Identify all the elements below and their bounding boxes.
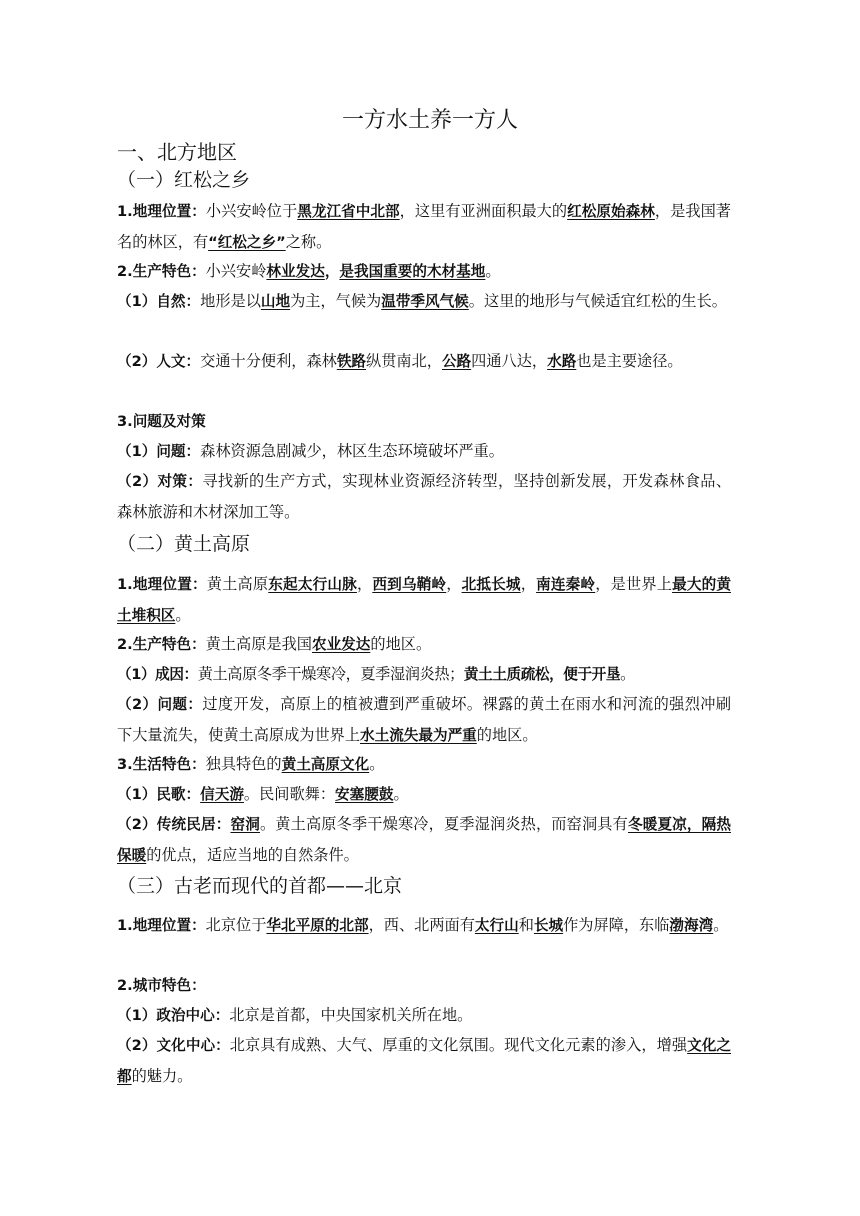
text: 。 xyxy=(369,755,385,773)
text: 为主，气候为 xyxy=(290,292,382,310)
paragraph-location-2 xyxy=(117,569,731,631)
key-term: 黄土土质疏松，便于开垦 xyxy=(463,666,621,683)
text: 也是主要途径。 xyxy=(576,352,683,370)
label: （1）问题： xyxy=(117,443,201,460)
key-term: 最大的黄土堆积区 xyxy=(117,576,731,624)
text: 的优点，适应当地的自然条件。 xyxy=(146,846,359,864)
paragraph-problem xyxy=(117,436,731,467)
key-term: 山地 xyxy=(260,293,291,310)
label: （2）文化中心： xyxy=(117,1037,230,1054)
label: （1）成因： xyxy=(117,666,198,683)
text: 。黄土高原冬季干燥寒冷，夏季湿润炎热，而窑洞具有 xyxy=(259,815,628,833)
key-term: 长城 xyxy=(533,917,564,934)
text: 森林资源急剧减少，林区生态环境破坏严重。 xyxy=(200,442,504,460)
text: 。民间歌舞： xyxy=(243,785,336,803)
text: 小兴安岭位于 xyxy=(205,202,298,220)
key-term: 太行山 xyxy=(474,917,519,934)
text: 。 xyxy=(620,665,635,683)
paragraph-countermeasure xyxy=(117,466,731,527)
text: 。 xyxy=(175,606,191,624)
label: （2）问题： xyxy=(117,696,203,713)
text: 之称。 xyxy=(285,233,332,251)
paragraph-folk-song xyxy=(117,779,731,810)
paragraph-nature-1 xyxy=(117,286,731,317)
key-term: 华北平原的北部 xyxy=(266,917,369,934)
label: 1.地理位置： xyxy=(117,917,206,934)
key-term: 信天游 xyxy=(200,786,244,803)
paragraph-cause xyxy=(117,659,731,690)
paragraph-location-1 xyxy=(117,196,731,258)
text: ，西、北两面有 xyxy=(368,916,475,934)
section-heading-beijing: （三）古老而现代的首都——北京 xyxy=(117,875,403,897)
paragraph-cultural-center xyxy=(117,1030,731,1092)
key-term: 林业发达 xyxy=(266,263,325,280)
key-term: 北抵长城 xyxy=(461,576,521,593)
text: 北京位于 xyxy=(205,916,267,934)
text: ，是世界上 xyxy=(595,575,673,593)
text: 作为屏障，东临 xyxy=(563,916,670,934)
text: 地形是以 xyxy=(200,292,261,310)
text: 。这里的地形与气候适宜红松的生长。 xyxy=(468,292,727,310)
key-term: 公路 xyxy=(441,353,472,370)
paragraph-problem-2 xyxy=(117,689,731,751)
text: ，这里有亚洲面积最大的 xyxy=(399,202,568,220)
document-title: 一方水土养一方人 xyxy=(341,108,518,133)
paragraph-problems-heading xyxy=(117,406,731,437)
paragraph-city-features xyxy=(117,970,731,1001)
key-term: 黄土高原文化 xyxy=(281,756,370,773)
text: 黄土高原 xyxy=(206,575,269,593)
text: 的魅力。 xyxy=(131,1067,193,1085)
key-term: 黑龙江省中北部 xyxy=(297,203,400,220)
label: 2.生产特色： xyxy=(117,636,206,653)
label: （1）政治中心： xyxy=(117,1007,230,1024)
key-term: “红松之乡” xyxy=(208,234,286,251)
label: （1）自然： xyxy=(117,293,201,310)
text: ， xyxy=(520,575,537,593)
text: 交通十分便利，森林 xyxy=(200,352,337,370)
text: 北京具有成熟、大气、厚重的文化氛围。现代文化元素的渗入，增强 xyxy=(229,1036,688,1054)
key-term: 安塞腰鼓 xyxy=(335,786,394,803)
key-term: 铁路 xyxy=(336,353,367,370)
text: 。 xyxy=(485,262,501,280)
key-term: 温带季风气候 xyxy=(381,293,469,310)
label: 2.城市特色： xyxy=(117,977,206,994)
paragraph-dwelling xyxy=(117,809,731,871)
label: 1.地理位置： xyxy=(117,203,206,220)
label: （2）对策： xyxy=(117,473,203,490)
text: 的地区。 xyxy=(476,726,538,744)
text: 独具特色的 xyxy=(205,755,282,773)
label: 1.地理位置： xyxy=(117,576,207,593)
key-term: 西到乌鞘岭 xyxy=(372,576,447,593)
text: 黄土高原冬季干燥寒冷，夏季湿润炎热； xyxy=(197,665,464,683)
label: 2.生产特色： xyxy=(117,263,206,280)
text: 。 xyxy=(393,785,409,803)
key-term: 文化之都 xyxy=(117,1037,731,1085)
text: ， xyxy=(324,263,340,280)
paragraph-production-2 xyxy=(117,629,731,660)
text: ， xyxy=(356,575,373,593)
text: 纵贯南北， xyxy=(366,352,442,370)
label: 3.问题及对策 xyxy=(117,413,206,430)
text: ，是我国著名的林区，有 xyxy=(117,202,731,251)
key-term: 窑洞 xyxy=(230,816,260,833)
paragraph-political-center xyxy=(117,1000,731,1031)
key-term: 东起太行山脉 xyxy=(268,576,357,593)
paragraph-life xyxy=(117,749,731,780)
text: 黄土高原是我国 xyxy=(205,635,312,653)
paragraph-location-3 xyxy=(117,910,731,941)
section-heading-red-pine: （一）红松之乡 xyxy=(117,169,251,191)
part-heading-north: 一、北方地区 xyxy=(117,140,237,164)
label: （2）传统民居： xyxy=(117,816,231,833)
label: （2）人文： xyxy=(117,353,201,370)
text: ， xyxy=(446,575,462,593)
text: 的地区。 xyxy=(370,635,432,653)
key-term: 水土流失最为严重 xyxy=(360,727,477,744)
paragraph-production-1 xyxy=(117,256,731,287)
section-heading-loess-plateau: （二）黄土高原 xyxy=(117,533,251,555)
paragraph-humanity-1 xyxy=(117,346,731,377)
key-term: 渤海湾 xyxy=(669,917,714,934)
key-term: 是我国重要的木材基地 xyxy=(339,263,486,280)
text: 小兴安岭 xyxy=(205,262,267,280)
text: 。 xyxy=(713,916,729,934)
text: 四通八达， xyxy=(471,352,548,370)
key-term: 南连秦岭 xyxy=(536,576,596,593)
key-term: 水路 xyxy=(547,353,577,370)
text: 和 xyxy=(518,916,534,934)
text: 寻找新的生产方式，实现林业资源经济转型，坚持创新发展，开发森林食品、森林旅游和木材深加工等。 xyxy=(117,472,732,521)
label: （1）民歌： xyxy=(117,786,201,803)
text: 过度开发，高原上的植被遭到严重破坏。裸露的黄土在雨水和河流的强烈冲刷下大量流失，使黄土高原成为世界上 xyxy=(117,695,732,744)
key-term: 红松原始森林 xyxy=(567,203,655,220)
label: 3.生活特色： xyxy=(117,756,206,773)
key-term: 冬暖夏凉，隔热保暖 xyxy=(117,816,731,864)
key-term: 农业发达 xyxy=(311,636,371,653)
text: 北京是首都，中央国家机关所在地。 xyxy=(229,1006,473,1024)
